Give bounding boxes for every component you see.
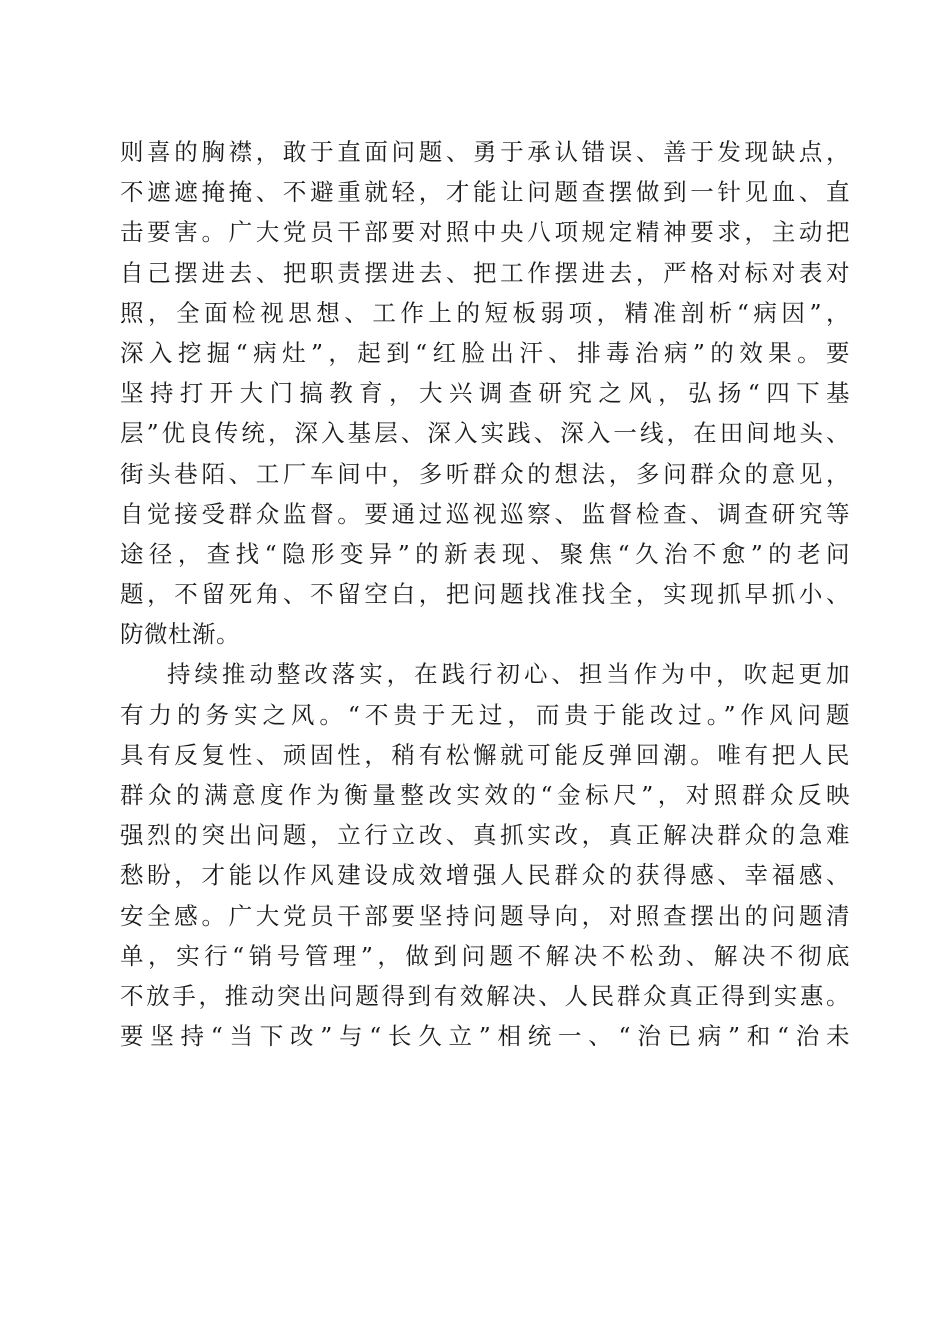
- paragraph-start-line: 持续推动整改落实，在践行初心、担当作为中，吹起更加: [167, 660, 850, 689]
- text-line: 要坚持“当下改”与“长久立”相统一、“治已病”和“治未: [120, 1022, 850, 1051]
- text-line: 层”优良传统，深入基层、深入实践、深入一线，在田间地头、: [120, 419, 850, 448]
- paragraph-end-line: 防微杜渐。: [120, 620, 240, 649]
- text-line: 则喜的胸襟，敢于直面问题、勇于承认错误、善于发现缺点，: [120, 138, 850, 166]
- text-line: 愁盼，才能以作风建设成效增强人民群众的获得感、幸福感、: [120, 861, 850, 890]
- text-line: 自己摆进去、把职责摆进去、把工作摆进去，严格对标对表对: [120, 258, 850, 287]
- text-line: 深入挖掘“病灶”，起到“红脸出汗、排毒治病”的效果。要: [120, 338, 850, 367]
- text-line: 强烈的突出问题，立行立改、真抓实改，真正解决群众的急难: [120, 821, 850, 850]
- text-line: 街头巷陌、工厂车间中，多听群众的想法，多问群众的意见，: [120, 459, 850, 488]
- text-line: 照，全面检视思想、工作上的短板弱项，精准剖析“病因”，: [120, 298, 850, 327]
- text-line: 有力的务实之风。“不贵于无过，而贵于能改过。”作风问题: [120, 700, 850, 729]
- text-line: 不放手，推动突出问题得到有效解决、人民群众真正得到实惠。: [120, 981, 850, 1010]
- text-line: 坚持打开大门搞教育，大兴调查研究之风，弘扬“四下基: [120, 379, 850, 408]
- text-line: 自觉接受群众监督。要通过巡视巡察、监督检查、调查研究等: [120, 499, 850, 528]
- text-line: 群众的满意度作为衡量整改实效的“金标尺”，对照群众反映: [120, 781, 850, 809]
- text-line: 安全感。广大党员干部要坚持问题导向，对照查摆出的问题清: [120, 901, 850, 930]
- text-line: 具有反复性、顽固性，稍有松懈就可能反弹回潮。唯有把人民: [120, 740, 850, 769]
- text-line: 击要害。广大党员干部要对照中央八项规定精神要求，主动把: [120, 218, 850, 247]
- document-body: [120, 132, 850, 1056]
- text-line: 不遮遮掩掩、不避重就轻，才能让问题查摆做到一针见血、直: [120, 178, 850, 207]
- text-line: 途径，查找“隐形变异”的新表现、聚焦“久治不愈”的老问: [120, 539, 850, 568]
- text-line: 单，实行“销号管理”，做到问题不解决不松劲、解决不彻底: [120, 941, 850, 970]
- text-line: 题，不留死角、不留空白，把问题找准找全，实现抓早抓小、: [120, 580, 850, 609]
